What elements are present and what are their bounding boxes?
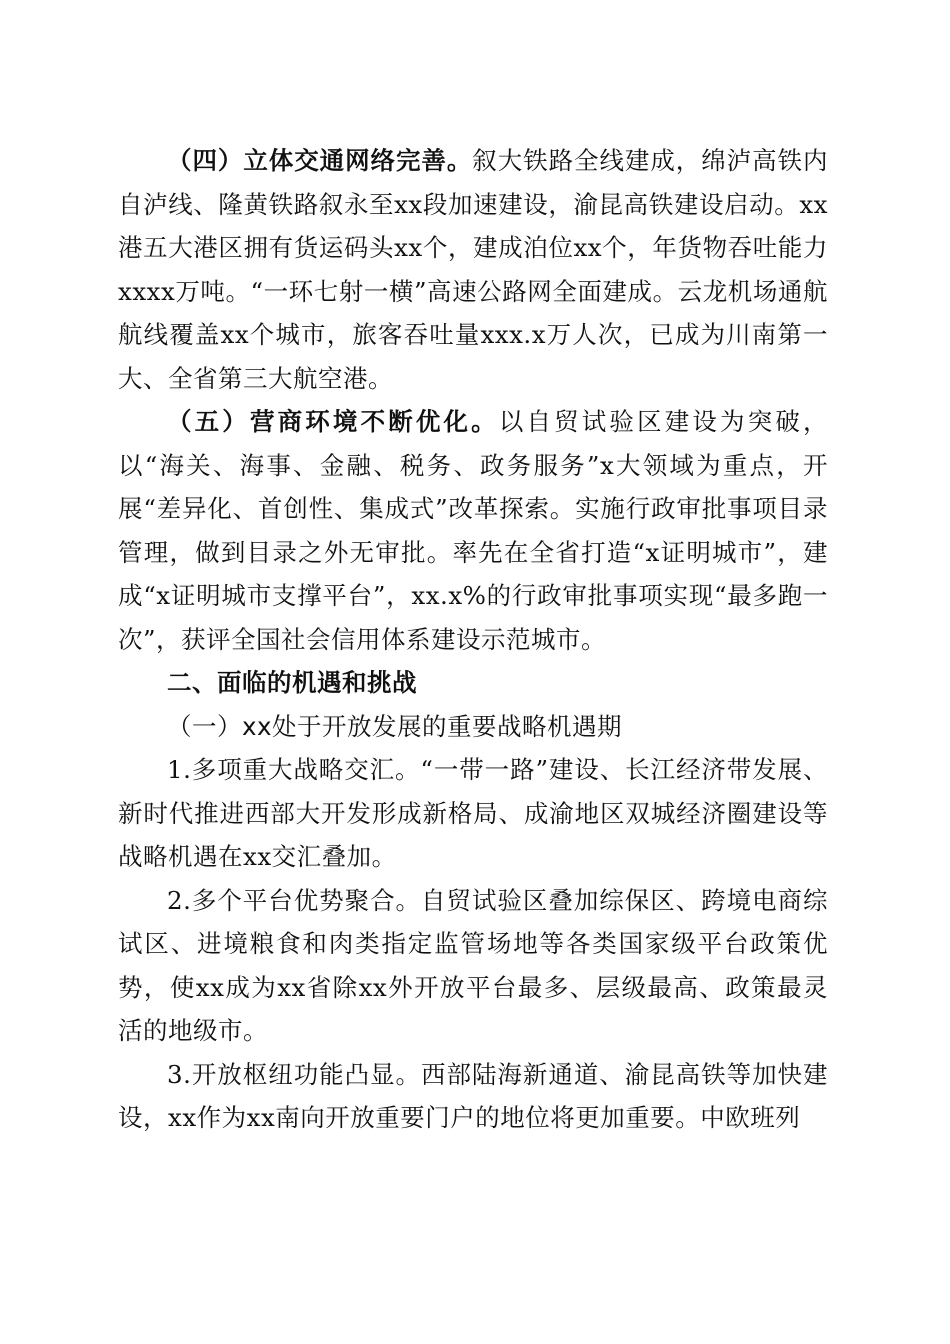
document-body xyxy=(118,139,828,1140)
paragraph-business-environment xyxy=(118,400,828,661)
list-item-1: 1.多项重大战略交汇。“一带一路”建设、长江经济带发展、新时代推进西部大开发形成新格局、成渝地区双城经济圈建设等战略机遇在xx交汇叠加。 xyxy=(118,755,828,871)
section-heading: 二、面临的机遇和挑战 xyxy=(167,668,417,697)
paragraph-transport-network xyxy=(118,139,828,400)
paragraph-text: 叙大铁路全线建成，绵泸高铁内自泸线、隆黄铁路叙永至xx段加速建设，渝昆高铁建设启动。xx港五大港区拥有货运码头xx个，建成泊位xx个，年货物吞吐能力xxxx万吨。“一环七射一横”高速公路网全面建成。云龙机场通航航线覆盖xx个城市，旅客吞吐量xxx.x万人次，已成为川南第一大、全省第三大航空港。 xyxy=(118,146,828,393)
paragraph-lead: （五）营商环境不断优化。 xyxy=(167,407,499,436)
subsection-heading: （一）xx处于开放发展的重要战略机遇期 xyxy=(167,711,622,741)
list-item-3: 3.开放枢纽功能凸显。西部陆海新通道、渝昆高铁等加快建设，xx作为xx南向开放重要门户的地位将更加重要。中欧班列 xyxy=(118,1059,828,1132)
paragraph-lead: （四）立体交通网络完善。 xyxy=(167,146,473,175)
list-item-2: 2.多个平台优势聚合。自贸试验区叠加综保区、跨境电商综试区、进境粮食和肉类指定监管场地等各类国家级平台政策优势，使xx成为xx省除xx外开放平台最多、层级最高、政策最灵活的地级市。 xyxy=(118,885,828,1045)
paragraph-text: 以自贸试验区建设为突破，以“海关、海事、金融、税务、政务服务”x大领域为重点，开展“差异化、首创性、集成式”改革探索。实施行政审批事项目录管理，做到目录之外无审批。率先在全省打造“x证明城市”，建成“x证明城市支撑平台”，xx.x%的行政审批事项实现“最多跑一次”，获评全国社会信用体系建设示范城市。 xyxy=(118,407,829,654)
